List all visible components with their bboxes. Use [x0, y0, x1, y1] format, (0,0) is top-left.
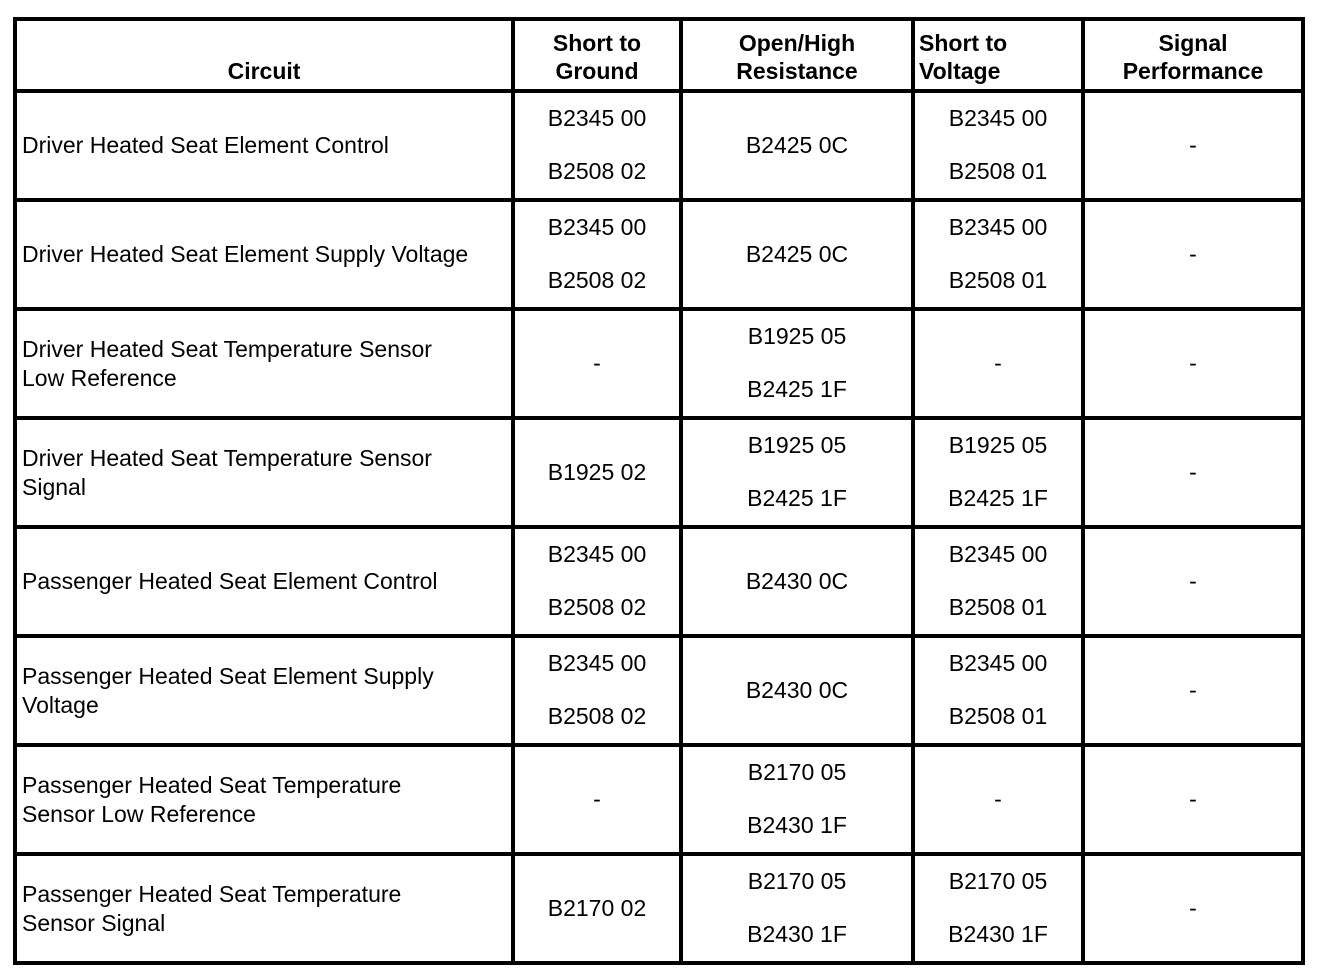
cell-short-to-voltage	[913, 745, 1083, 854]
empty-dash: -	[1189, 786, 1197, 812]
cell-signal-performance	[1083, 745, 1303, 854]
circuit-name-line2: Sensor Signal	[22, 909, 166, 936]
code-list	[683, 131, 911, 160]
empty-dash: -	[1189, 350, 1197, 376]
code-list	[915, 865, 1081, 953]
table-row	[15, 636, 1303, 745]
code-list	[515, 349, 679, 378]
header-signal-performance-line2: Performance	[1122, 58, 1264, 84]
dtc-code: B2508 02	[547, 702, 647, 729]
cell-open-high-resistance	[681, 636, 913, 745]
code-list	[683, 756, 911, 844]
dtc-code: B2508 02	[547, 593, 647, 620]
code-list	[915, 785, 1081, 814]
dtc-code: B2345 00	[547, 649, 647, 676]
dtc-code: B2508 01	[948, 157, 1048, 184]
cell-circuit	[15, 418, 513, 527]
circuit-name-line2: Low Reference	[22, 364, 177, 391]
table-row	[15, 854, 1303, 963]
header-circuit	[15, 19, 513, 91]
cell-circuit	[15, 527, 513, 636]
circuit-name-line1: Driver Heated Seat Element Control	[22, 132, 389, 158]
code-list	[1085, 567, 1301, 596]
cell-open-high-resistance	[681, 527, 913, 636]
dtc-code: B2430 0C	[745, 677, 849, 703]
code-list	[1085, 894, 1301, 923]
code-list	[915, 349, 1081, 378]
dtc-code: B2508 02	[547, 266, 647, 293]
cell-open-high-resistance	[681, 309, 913, 418]
cell-short-to-voltage	[913, 309, 1083, 418]
dtc-code: B1925 05	[747, 431, 847, 458]
circuit-name-line1: Passenger Heated Seat Element Control	[22, 568, 438, 594]
cell-short-to-ground	[513, 91, 681, 200]
header-short-to-voltage-line1: Short to	[919, 30, 1008, 56]
dtc-code: B2425 1F	[948, 484, 1048, 511]
dtc-code: B1925 05	[747, 322, 847, 349]
table-row	[15, 745, 1303, 854]
circuit-name-line2: Voltage	[22, 691, 99, 718]
code-list	[915, 211, 1081, 299]
dtc-code: B2430 1F	[948, 920, 1048, 947]
cell-short-to-ground	[513, 200, 681, 309]
cell-short-to-ground	[513, 636, 681, 745]
table-row	[15, 418, 1303, 527]
header-open-high-line1: Open/High	[738, 30, 856, 56]
header-short-to-voltage	[913, 19, 1083, 91]
dtc-code: B2430 0C	[745, 568, 849, 594]
code-list	[683, 676, 911, 705]
code-list	[915, 647, 1081, 735]
code-list	[515, 538, 679, 626]
dtc-circuit-table-container	[13, 17, 1301, 965]
code-list	[683, 320, 911, 408]
code-list	[515, 211, 679, 299]
dtc-code: B2508 01	[948, 266, 1048, 293]
cell-circuit	[15, 745, 513, 854]
code-list	[683, 429, 911, 517]
header-open-high-line2: Resistance	[736, 58, 858, 84]
cell-circuit	[15, 91, 513, 200]
cell-signal-performance	[1083, 418, 1303, 527]
empty-dash: -	[1189, 459, 1197, 485]
empty-dash: -	[1189, 677, 1197, 703]
header-row	[15, 19, 1303, 91]
dtc-circuit-table	[13, 17, 1305, 965]
code-list	[1085, 349, 1301, 378]
code-list	[683, 240, 911, 269]
dtc-code: B2425 1F	[747, 375, 847, 402]
code-list	[1085, 240, 1301, 269]
dtc-code: B2170 02	[547, 895, 647, 921]
table-body	[15, 91, 1303, 963]
dtc-code: B2345 00	[547, 104, 647, 131]
cell-signal-performance	[1083, 309, 1303, 418]
dtc-code: B2430 1F	[747, 811, 847, 838]
dtc-code: B2508 01	[948, 702, 1048, 729]
cell-circuit	[15, 854, 513, 963]
empty-dash: -	[1189, 895, 1197, 921]
cell-short-to-ground	[513, 745, 681, 854]
dtc-code: B2425 0C	[745, 241, 849, 267]
cell-signal-performance	[1083, 91, 1303, 200]
dtc-code: B2508 02	[547, 157, 647, 184]
dtc-code: B2345 00	[547, 213, 647, 240]
header-short-to-voltage-line2: Voltage	[919, 58, 1001, 84]
dtc-code: B2170 05	[747, 758, 847, 785]
cell-circuit	[15, 636, 513, 745]
code-list	[915, 102, 1081, 190]
dtc-code: B2430 1F	[747, 920, 847, 947]
code-list	[1085, 131, 1301, 160]
circuit-name-line2: Sensor Low Reference	[22, 800, 256, 827]
header-signal-performance-line1: Signal	[1158, 30, 1228, 56]
circuit-name-line1: Passenger Heated Seat Temperature	[22, 880, 402, 907]
dtc-code: B2170 05	[747, 867, 847, 894]
header-short-to-ground-line2: Ground	[555, 58, 639, 84]
empty-dash: -	[593, 350, 601, 376]
header-circuit-label: Circuit	[227, 58, 301, 84]
table-row	[15, 91, 1303, 200]
cell-short-to-ground	[513, 527, 681, 636]
cell-signal-performance	[1083, 200, 1303, 309]
code-list	[683, 567, 911, 596]
circuit-name-line2: Signal	[22, 473, 86, 500]
cell-signal-performance	[1083, 636, 1303, 745]
cell-circuit	[15, 200, 513, 309]
cell-short-to-voltage	[913, 200, 1083, 309]
dtc-code: B2345 00	[948, 649, 1048, 676]
dtc-code: B2345 00	[948, 540, 1048, 567]
cell-open-high-resistance	[681, 418, 913, 527]
empty-dash: -	[1189, 132, 1197, 158]
cell-short-to-ground	[513, 418, 681, 527]
dtc-code: B2508 01	[948, 593, 1048, 620]
empty-dash: -	[994, 786, 1002, 812]
cell-short-to-voltage	[913, 527, 1083, 636]
code-list	[1085, 458, 1301, 487]
cell-signal-performance	[1083, 854, 1303, 963]
header-short-to-ground	[513, 19, 681, 91]
cell-open-high-resistance	[681, 854, 913, 963]
table-row	[15, 200, 1303, 309]
code-list	[515, 458, 679, 487]
empty-dash: -	[1189, 241, 1197, 267]
dtc-code: B2345 00	[948, 213, 1048, 240]
code-list	[683, 865, 911, 953]
empty-dash: -	[1189, 568, 1197, 594]
cell-short-to-voltage	[913, 636, 1083, 745]
cell-short-to-ground	[513, 309, 681, 418]
cell-open-high-resistance	[681, 200, 913, 309]
code-list	[1085, 676, 1301, 705]
cell-short-to-voltage	[913, 854, 1083, 963]
circuit-name-line1: Passenger Heated Seat Temperature	[22, 771, 402, 798]
dtc-code: B2425 0C	[745, 132, 849, 158]
circuit-name-line1: Driver Heated Seat Temperature Sensor	[22, 444, 432, 471]
empty-dash: -	[994, 350, 1002, 376]
code-list	[515, 785, 679, 814]
cell-short-to-voltage	[913, 91, 1083, 200]
code-list	[515, 647, 679, 735]
dtc-code: B2345 00	[547, 540, 647, 567]
cell-open-high-resistance	[681, 91, 913, 200]
table-row	[15, 309, 1303, 418]
circuit-name-line1: Driver Heated Seat Element Supply Voltage	[22, 241, 469, 267]
code-list	[515, 102, 679, 190]
cell-circuit	[15, 309, 513, 418]
table-row	[15, 527, 1303, 636]
cell-signal-performance	[1083, 527, 1303, 636]
cell-short-to-voltage	[913, 418, 1083, 527]
circuit-name-line1: Driver Heated Seat Temperature Sensor	[22, 335, 432, 362]
circuit-name-line1: Passenger Heated Seat Element Supply	[22, 662, 434, 689]
empty-dash: -	[593, 786, 601, 812]
code-list	[915, 429, 1081, 517]
code-list	[915, 538, 1081, 626]
cell-short-to-ground	[513, 854, 681, 963]
dtc-code: B1925 05	[948, 431, 1048, 458]
table-header	[15, 19, 1303, 91]
dtc-code: B2425 1F	[747, 484, 847, 511]
dtc-code: B2345 00	[948, 104, 1048, 131]
cell-open-high-resistance	[681, 745, 913, 854]
header-short-to-ground-line1: Short to	[552, 30, 642, 56]
dtc-code: B2170 05	[948, 867, 1048, 894]
header-signal-performance	[1083, 19, 1303, 91]
code-list	[1085, 785, 1301, 814]
header-open-high-resistance	[681, 19, 913, 91]
dtc-code: B1925 02	[547, 459, 647, 485]
code-list	[515, 894, 679, 923]
